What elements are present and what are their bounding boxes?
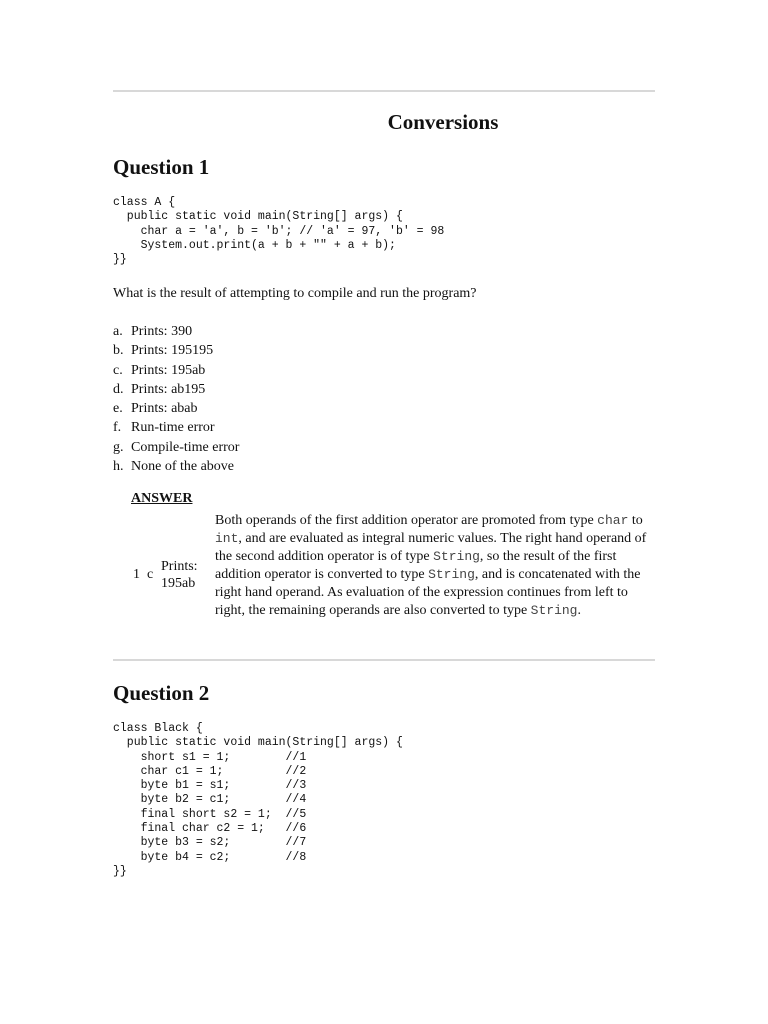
option-letter: f. <box>113 420 122 436</box>
option-e <box>113 399 239 418</box>
option-letter: a. <box>113 324 123 339</box>
answer-row <box>131 512 655 640</box>
answer-number: 1 <box>133 567 140 582</box>
explanation-text: , and is concatenated with the right hand operand. As evaluation of the expression continues from left to right, the remaining operands are also converted to type <box>215 566 641 618</box>
question-1-prompt: What is the result of attempting to compile and run the program? <box>113 286 477 301</box>
option-c <box>113 361 239 380</box>
option-letter: b. <box>113 343 124 359</box>
option-text: Prints: 390 <box>131 324 193 339</box>
answer-heading: ANSWER <box>131 491 193 506</box>
explanation-text: to <box>628 513 643 528</box>
section-divider <box>113 659 655 661</box>
answer-letter: c <box>147 567 154 582</box>
explanation-code: String <box>428 566 475 582</box>
option-text: Prints: 195ab <box>131 362 206 378</box>
explanation-code: int <box>215 530 239 546</box>
question-2-code: class Black { public static void main(String[] args) { short s1 = 1; //1 char c1 = 1; //2 byte b1 = s1; //3 byte b2 = c1; //4 final short s2 = 1; //5 final char c2 = 1; //6 byte b3 = s2; //7 byte b4 = c2; //8 }} <box>113 722 403 878</box>
explanation-code: String <box>530 602 578 618</box>
top-divider <box>113 90 655 92</box>
document-title: Conversions <box>387 110 499 134</box>
answer-explanation <box>215 512 655 619</box>
option-text: None of the above <box>131 459 235 475</box>
explanation-text: Both operands of the first addition operator are promoted from type <box>215 513 598 528</box>
option-letter: c. <box>113 362 123 378</box>
option-letter: g. <box>113 439 124 455</box>
option-text: Prints: 195195 <box>131 343 214 359</box>
option-letter: d. <box>113 381 124 397</box>
question-1-options <box>113 322 239 476</box>
option-f <box>113 418 239 437</box>
option-d <box>113 380 239 399</box>
option-letter: e. <box>113 401 123 417</box>
option-text: Prints: abab <box>131 401 198 417</box>
answer-value: Prints: 195ab <box>161 559 198 591</box>
option-a <box>113 322 239 341</box>
option-text: Compile-time error <box>131 439 240 455</box>
option-h <box>113 457 239 476</box>
option-b <box>113 341 239 360</box>
explanation-text: , so the result of the first addition operator is converted to type <box>215 548 617 582</box>
option-letter: h. <box>113 459 124 475</box>
question-1-code: class A { public static void main(String[] args) { char a = 'a', b = 'b'; // 'a' = 97, 'b' = 98 System.out.print(a + b + "" + a + b); }} <box>113 196 445 267</box>
question-2-heading: Question 2 <box>113 681 210 705</box>
option-g <box>113 438 239 457</box>
explanation-code: char <box>597 513 629 528</box>
option-text: Prints: ab195 <box>131 381 206 397</box>
question-1-heading: Question 1 <box>113 155 210 179</box>
explanation-text: . <box>577 602 581 618</box>
explanation-code: String <box>433 548 480 564</box>
explanation-text: , and are evaluated as integral numeric values. The right hand operand of the second addition operator is of type <box>215 530 647 564</box>
option-text: Run-time error <box>131 420 215 436</box>
